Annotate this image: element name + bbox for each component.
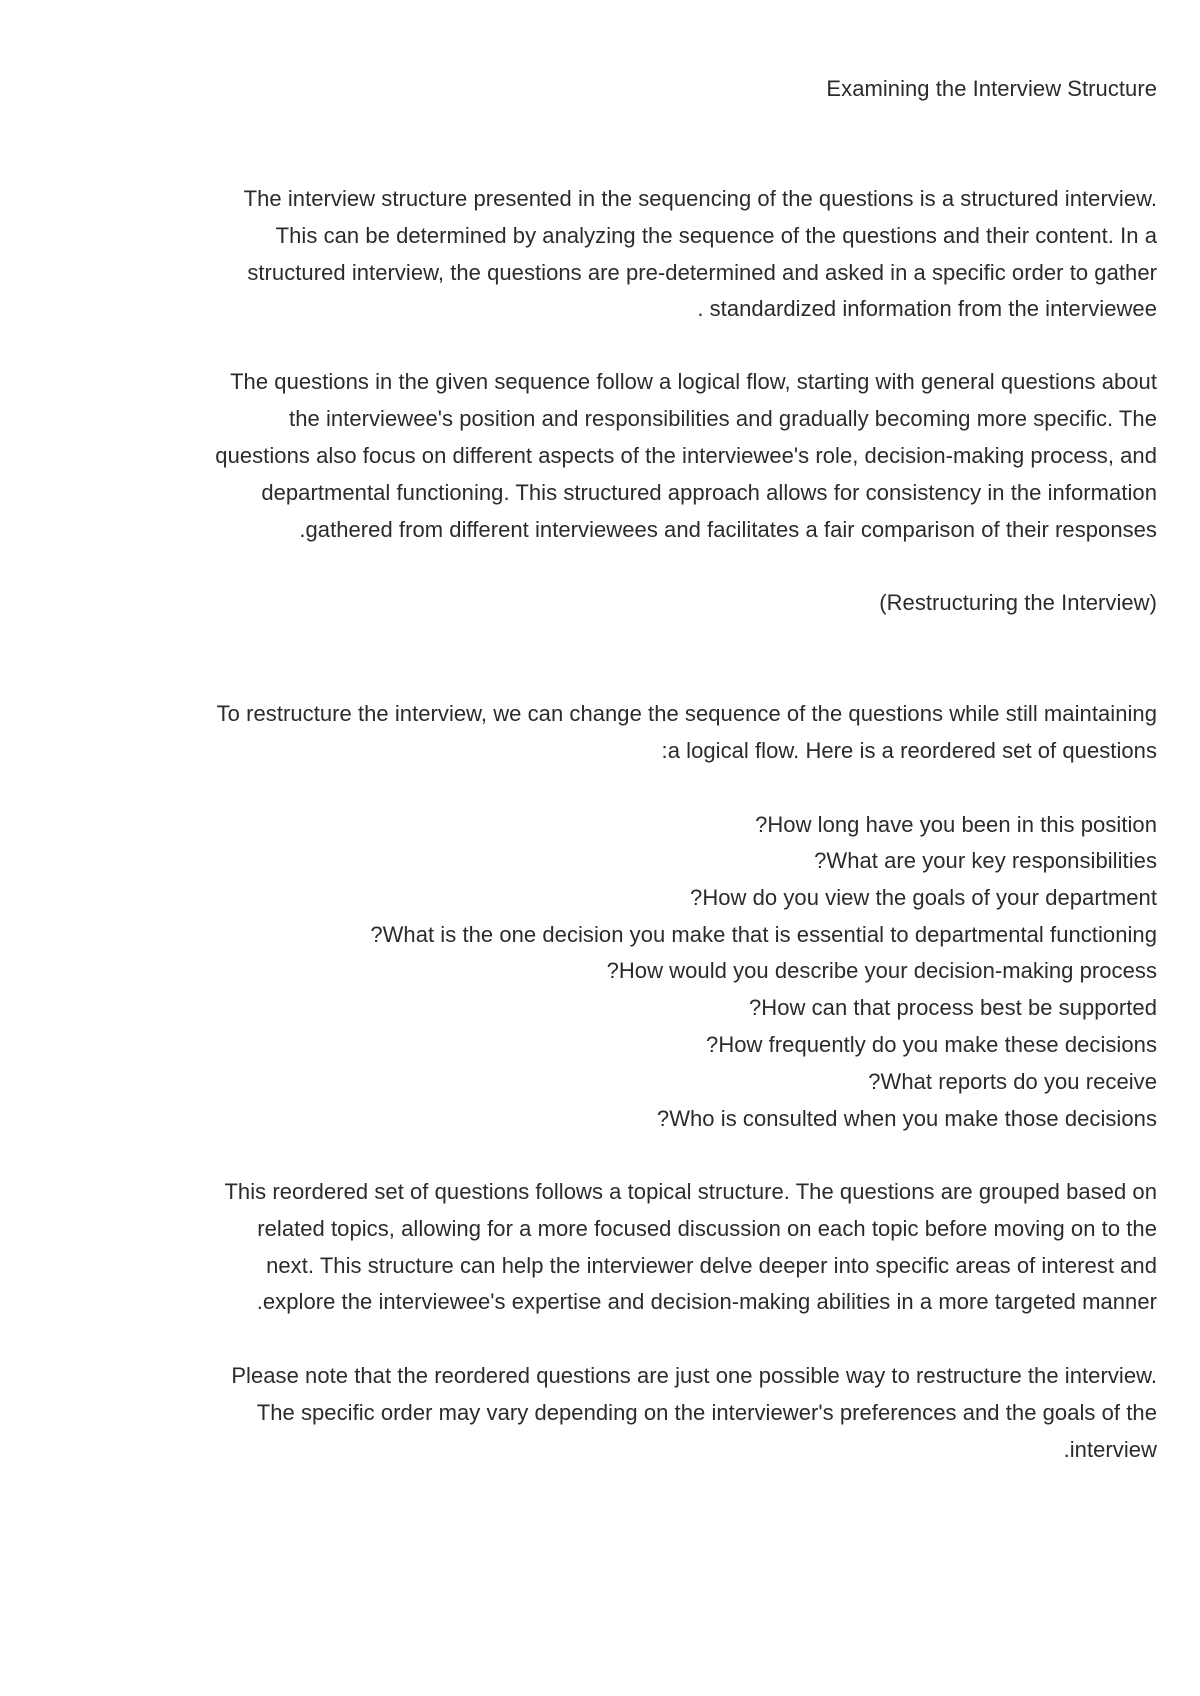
paragraph-1-line: This can be determined by analyzing the sequence of the questions and their content. In a xyxy=(275,223,1157,248)
paragraph-2-line: the interviewee's position and responsibilities and gradually becoming more specific. The xyxy=(289,406,1157,431)
paragraph-5-line: The specific order may vary depending on the interviewer's preferences and the goals of the xyxy=(256,1400,1157,1425)
question-item: ?What are your key responsibilities xyxy=(814,848,1157,873)
paragraph-4-line: .explore the interviewee's expertise and decision-making abilities in a more targeted manner xyxy=(256,1289,1157,1314)
section-heading: (Restructuring the Interview) xyxy=(879,590,1157,615)
paragraph-4-line: This reordered set of questions follows a topical structure. The questions are grouped based on xyxy=(224,1179,1157,1204)
question-item: ?Who is consulted when you make those decisions xyxy=(656,1106,1157,1131)
paragraph-3-line: :a logical flow. Here is a reordered set of questions xyxy=(661,738,1157,763)
question-item: ?What is the one decision you make that is essential to departmental functioning xyxy=(370,922,1157,947)
question-item: ?How do you view the goals of your department xyxy=(690,885,1157,910)
paragraph-4-line: next. This structure can help the interviewer delve deeper into specific areas of interest and xyxy=(266,1253,1157,1278)
document-page xyxy=(40,0,1157,1696)
paragraph-5-line: Please note that the reordered questions are just one possible way to restructure the interview. xyxy=(231,1363,1157,1388)
document-title: Examining the Interview Structure xyxy=(826,76,1157,101)
paragraph-2-line: questions also focus on different aspects of the interviewee's role, decision-making process, and xyxy=(215,443,1157,468)
paragraph-1-line: . standardized information from the interviewee xyxy=(697,296,1157,321)
question-item: ?How can that process best be supported xyxy=(749,995,1157,1020)
paragraph-3-line: To restructure the interview, we can change the sequence of the questions while still maintaining xyxy=(216,701,1157,726)
paragraph-1-line: The interview structure presented in the sequencing of the questions is a structured interview. xyxy=(243,186,1157,211)
paragraph-2-line: The questions in the given sequence follow a logical flow, starting with general questions about xyxy=(230,369,1157,394)
paragraph-4-line: related topics, allowing for a more focused discussion on each topic before moving on to the xyxy=(257,1216,1157,1241)
paragraph-2-line: .gathered from different interviewees and facilitates a fair comparison of their responses xyxy=(299,517,1157,542)
question-item: ?How frequently do you make these decisions xyxy=(706,1032,1157,1057)
question-item: ?How would you describe your decision-making process xyxy=(606,958,1157,983)
paragraph-5-line: .interview xyxy=(1063,1437,1157,1462)
question-item: ?How long have you been in this position xyxy=(755,812,1157,837)
paragraph-1-line: structured interview, the questions are pre-determined and asked in a specific order to gather xyxy=(247,260,1157,285)
question-item: ?What reports do you receive xyxy=(868,1069,1157,1094)
paragraph-2-line: departmental functioning. This structured approach allows for consistency in the information xyxy=(261,480,1157,505)
